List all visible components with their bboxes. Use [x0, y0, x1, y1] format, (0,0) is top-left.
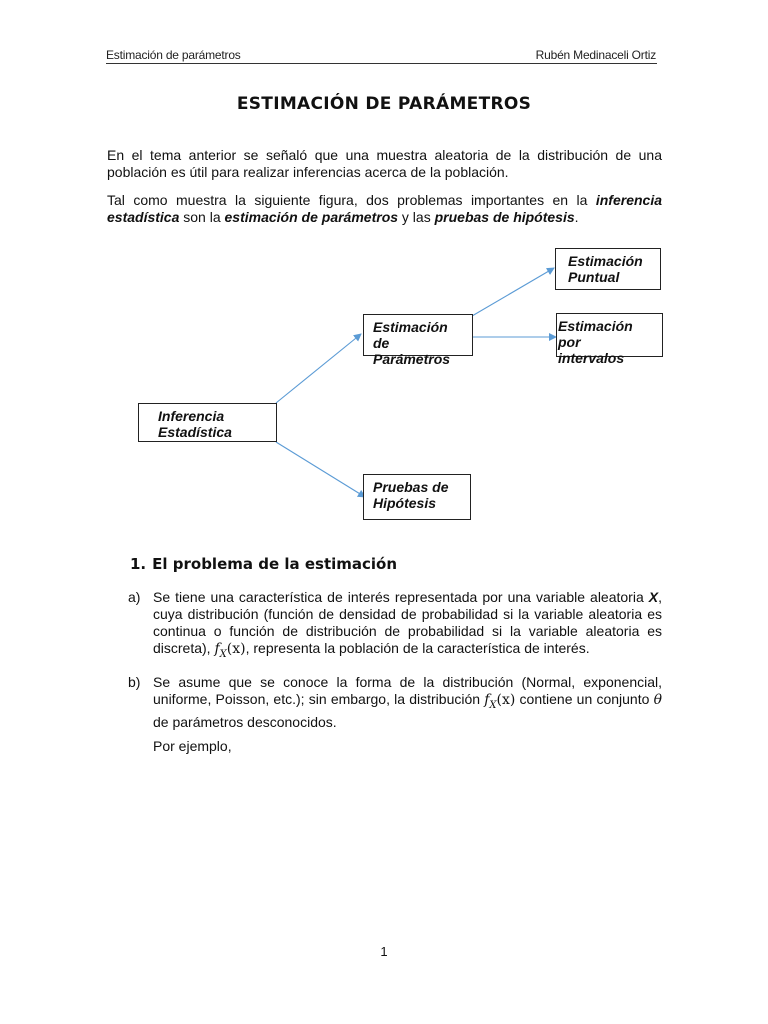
intro-paragraph: En el tema anterior se señaló que una muestra aleatoria de la distribución de una población es útil para realizar inferencias acerca de la población. [107, 147, 662, 180]
example-text: Por ejemplo, [153, 738, 232, 754]
section-number: 1. [130, 555, 147, 573]
box-inferencia-line2: Estadística [158, 424, 232, 440]
item-b-farg: (x) [496, 692, 516, 708]
box-estimacion-puntual [555, 248, 661, 290]
box-pruebas-line1: Pruebas de [373, 479, 449, 495]
box-estimacion-line2: Parámetros [373, 351, 451, 367]
box-estimacion-intervalos [556, 313, 663, 366]
header-left-text: Estimación de parámetros [106, 48, 241, 62]
item-a-farg: (x) [226, 641, 246, 657]
item-a-f: f [214, 641, 220, 657]
item-a-text-1: Se tiene una característica de interés representada por una variable aleatoria [153, 589, 649, 605]
box-pruebas-hipotesis [363, 474, 471, 520]
item-b-f: f [484, 692, 490, 708]
p2-text-1: Tal como muestra la siguiente figura, dos problemas importantes en la [107, 192, 596, 208]
item-a-fsub: X [219, 648, 227, 660]
p2-text-4: . [574, 209, 579, 225]
p2-bold-pruebas: pruebas de hipótesis [434, 209, 575, 225]
list-marker-a: a) [128, 589, 141, 605]
item-a-text-3: , representa la población de la característica de interés. [245, 640, 590, 656]
page-number: 1 [380, 944, 388, 959]
box-intervalos-line2: intervalos [558, 350, 625, 366]
list-text-a [153, 589, 662, 663]
figure-intro-paragraph [107, 192, 662, 226]
arrow-to-pruebas [276, 442, 365, 497]
item-b-fsub: X [489, 699, 497, 711]
box-puntual-line1: Estimación [568, 253, 643, 269]
p2-text-3: y las [398, 209, 435, 225]
box-intervalos-line1: Estimación por [558, 318, 633, 350]
item-b-text-2: contiene un conjunto [515, 691, 654, 707]
list-text-b [153, 674, 662, 731]
box-inferencia-line1: Inferencia [158, 408, 225, 424]
item-b-function [484, 692, 516, 711]
item-b-text-1: Se asume que se conoce la forma de la distribución (Normal, exponencial, uniforme, Poisson, etc.); sin embargo, la distribución [153, 674, 662, 707]
list-item-b [128, 674, 662, 730]
arrow-to-puntual [472, 268, 554, 316]
p2-bold-inferencia: inferencia estadística [107, 192, 662, 225]
item-b-theta: θ [653, 692, 662, 708]
arrow-to-estimacion [276, 334, 361, 403]
list-marker-b: b) [128, 674, 141, 690]
item-a-variable: X [648, 589, 659, 605]
item-b-text-3: de parámetros desconocidos. [153, 713, 337, 730]
section-heading [130, 555, 397, 573]
section-title: El problema de la estimación [152, 555, 398, 573]
p2-text-2: son la [179, 209, 225, 225]
header-right-text: Rubén Medinaceli Ortiz [535, 48, 656, 62]
box-inferencia-estadistica [138, 403, 277, 442]
box-puntual-line2: Puntual [568, 269, 620, 285]
box-estimacion-parametros [363, 314, 473, 367]
header-rule [106, 63, 657, 64]
box-estimacion-line1: Estimación de [373, 319, 448, 351]
p2-bold-estimacion: estimación de parámetros [224, 209, 399, 225]
box-pruebas-line2: Hipótesis [373, 495, 437, 511]
item-a-function [214, 641, 246, 660]
list-item-a [128, 589, 662, 659]
page-title: ESTIMACIÓN DE PARÁMETROS [236, 94, 532, 114]
item-a-text-2: , cuya distribución (función de densidad de probabilidad si la variable aleatoria es continua o función de distribución de probabilidad si la variable aleatoria es discreta), [153, 589, 662, 656]
